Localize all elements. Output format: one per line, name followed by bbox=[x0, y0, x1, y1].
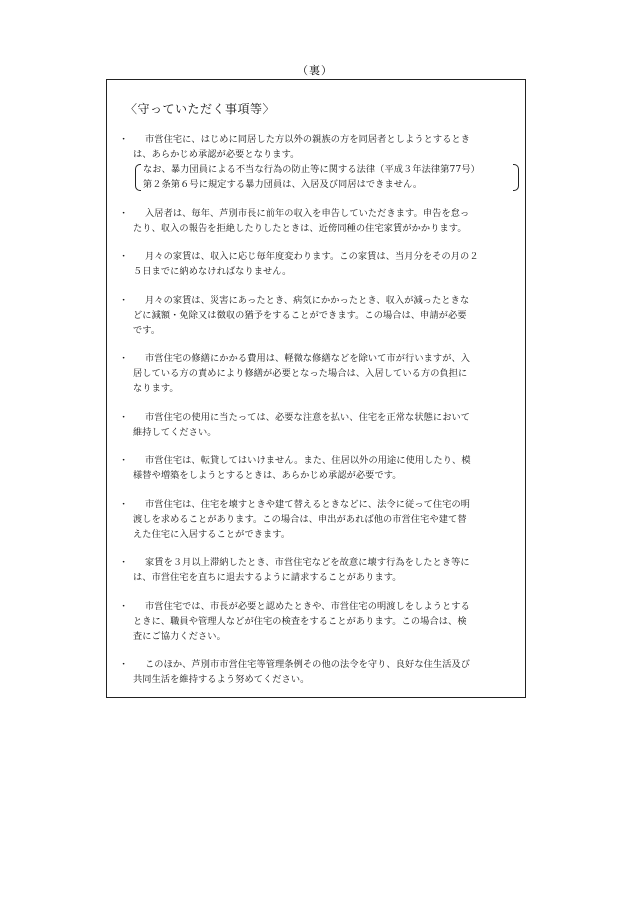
page-side-label: （裏） bbox=[297, 64, 333, 77]
rule-text-line: どに減額・免除又は徴収の猶予をすることができます。この場合は、申請が必要 bbox=[133, 309, 467, 321]
rule-text-line: 月々の家賃は、収入に応じ毎年度変わります。この家賃は、当月分をその月の２ bbox=[145, 251, 479, 262]
bullet-mark: ・ bbox=[119, 455, 129, 466]
rule-text-line: ５日までに納めなければなりません。 bbox=[133, 266, 292, 277]
rule-item bbox=[119, 657, 521, 687]
rule-text-line: 渡しを求めることがあります。この場合は、申出があれば他の市営住宅や建て替 bbox=[133, 513, 467, 525]
rule-text-line: このほか、芦別市市営住宅等管理条例その他の法令を守り、良好な住生活及び bbox=[145, 659, 471, 670]
rule-item bbox=[119, 351, 521, 396]
rule-text-line: 市営住宅では、市長が必要と認めたときや、市営住宅の明渡しをしようとする bbox=[145, 600, 470, 612]
bracketed-note bbox=[133, 162, 521, 192]
rule-text-line: 市営住宅は、転貸してはいけません。また、住居以外の用途に使用したり、模 bbox=[145, 455, 471, 466]
rule-text-line: たり、収入の報告を拒絶したりしたときは、近傍同種の住宅家賃がかかります。 bbox=[133, 222, 467, 234]
bullet-mark: ・ bbox=[119, 659, 129, 670]
rule-text-line: 査にご協力ください。 bbox=[133, 630, 226, 642]
bullet-mark: ・ bbox=[119, 294, 129, 306]
rule-text-line: は、市営住宅を直ちに退去するように請求することがあります。 bbox=[133, 572, 402, 583]
rule-text-line: 月々の家賃は、災害にあったとき、病気にかかったとき、収入が減ったときな bbox=[145, 294, 470, 306]
rule-text-line: ときに、職員や管理人などが住宅の検査をすることがあります。この場合は、検 bbox=[133, 615, 467, 627]
rules-box bbox=[106, 79, 526, 698]
rule-item bbox=[119, 293, 521, 338]
rule-item bbox=[119, 453, 521, 483]
rule-text-line: は、あらかじめ承認が必要となります。 bbox=[133, 149, 300, 160]
rule-text-line: 居している方の責めにより修繕が必要となった場合は、入居している方の負担に bbox=[133, 368, 468, 379]
rule-text-line: 入居者は、毎年、芦別市長に前年の収入を申告していただきます。申告を怠っ bbox=[145, 207, 470, 219]
bullet-mark: ・ bbox=[119, 498, 129, 510]
section-heading: 〈守っていただく事項等〉 bbox=[125, 102, 276, 116]
rule-text-line: 市営住宅の使用に当たっては、必要な注意を払い、住宅を正常な状態において bbox=[145, 411, 471, 423]
rule-item bbox=[119, 410, 521, 440]
note-text-line: なお、暴力団員による不当な行為の防止等に関する法律（平成３年法律第77号） bbox=[143, 164, 480, 175]
rule-text-line: 共同生活を維持するよう努めてください。 bbox=[133, 674, 310, 685]
rule-text-line: えた住宅に入居することができます。 bbox=[133, 528, 291, 540]
rule-item bbox=[119, 497, 521, 542]
rule-text-line: 市営住宅の修繕にかかる費用は、軽微な修繕などを除いて市が行いますが、入 bbox=[145, 353, 471, 364]
bullet-mark: ・ bbox=[119, 207, 129, 219]
bullet-mark: ・ bbox=[119, 411, 129, 423]
rule-item bbox=[119, 206, 521, 236]
rules-list bbox=[119, 132, 521, 701]
rule-text-line: 維持してください。 bbox=[133, 426, 217, 438]
rule-item bbox=[119, 132, 521, 192]
rule-item bbox=[119, 599, 521, 644]
rule-text-line: なります。 bbox=[133, 383, 179, 394]
bullet-mark: ・ bbox=[119, 353, 129, 364]
note-text-line: 第２条第６号に規定する暴力団員は、入居及び同居はできません。 bbox=[143, 179, 423, 190]
rule-item bbox=[119, 249, 521, 279]
rule-text-line: 様替や増築をしようとするときは、あらかじめ承認が必要です。 bbox=[133, 470, 402, 481]
bullet-mark: ・ bbox=[119, 251, 129, 262]
rule-item bbox=[119, 555, 521, 585]
rule-text-line: 家賃を３月以上滞納したとき、市営住宅などを故意に壊す行為をしたとき等に bbox=[145, 557, 470, 568]
bullet-mark: ・ bbox=[119, 600, 129, 612]
rule-text-line: です。 bbox=[133, 324, 161, 336]
rule-text-line: 市営住宅に、はじめに同居した方以外の親族の方を同居者としようとするとき bbox=[145, 134, 471, 145]
bullet-mark: ・ bbox=[119, 557, 129, 568]
rule-text-line: 市営住宅は、住宅を壊すときや建て替えるときなどに、法令に従って住宅の明 bbox=[145, 498, 471, 510]
bullet-mark: ・ bbox=[119, 134, 129, 145]
